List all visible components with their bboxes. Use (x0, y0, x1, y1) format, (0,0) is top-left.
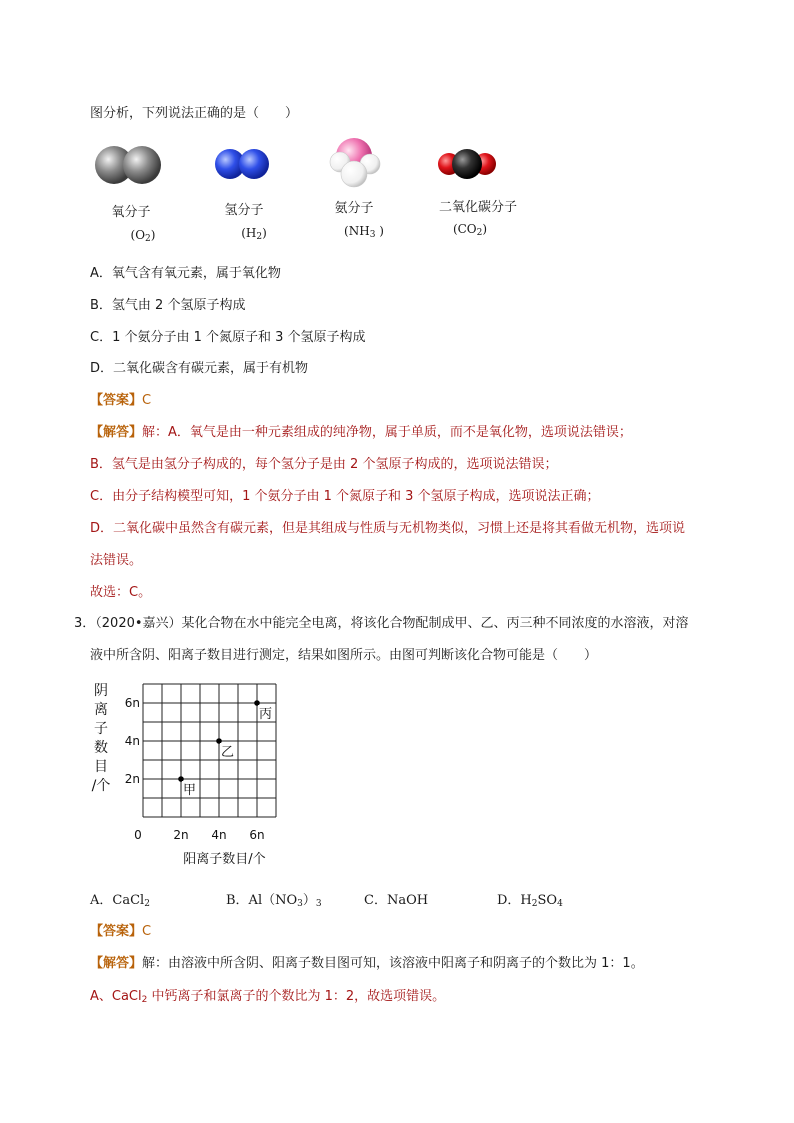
option-b: B．氢气由 2 个氢原子构成 (90, 298, 246, 313)
ammonia-molecule-icon (330, 138, 380, 187)
data-point (216, 738, 222, 744)
q3-answer-value: C (142, 924, 152, 939)
molecule-name-nh3: 氨分子 (334, 201, 374, 216)
q3-option-a: A．CaCl$_2$ (90, 893, 150, 909)
data-point-label: 甲 (183, 783, 197, 798)
conclusion-line: 故选：C。 (90, 585, 152, 600)
q3-answer-tag: 【答案】 (90, 924, 143, 939)
answer-value: C (142, 393, 152, 408)
hydrogen-molecule-icon (215, 149, 269, 179)
question-stem: 图分析，下列说法正确的是（ ） (90, 106, 299, 121)
analysis-line-5: 法错误。 (90, 553, 143, 568)
data-point-label: 乙 (221, 745, 235, 760)
data-point-label: 丙 (259, 707, 273, 722)
analysis-line-2: B．氢气是由氢分子构成的，每个氢分子是由 2 个氢原子构成的，选项说法错误； (90, 457, 558, 472)
q3-analysis-tag: 【解答】 (90, 956, 143, 971)
molecule-name-h2: 氢分子 (224, 203, 264, 218)
option-a: A．氧气含有氧元素，属于氧化物 (90, 266, 281, 281)
carbon-dioxide-molecule-icon (438, 149, 496, 179)
option-d: D．二氧化碳含有碳元素，属于有机物 (90, 361, 309, 376)
x-tick-label: 4n (211, 828, 227, 842)
question-3-line-1: 3．（2020•嘉兴）某化合物在水中能完全电离，将该化合物配制成甲、乙、丙三种不同浓度的水溶液，对溶 (74, 616, 689, 631)
y-axis-label-char: 阴 (94, 683, 108, 699)
q3-analysis-line-1: 【解答】解：由溶液中所含阴、阳离子数目图可知，该溶液中阳离子和阴离子的个数比为 1：1。 (90, 956, 644, 971)
analysis-line-4: D．二氧化碳中虽然含有碳元素，但是其组成与性质与无机物类似，习惯上还是将其看做无机物，选项说 (90, 521, 686, 536)
y-axis-label-char: /个 (91, 778, 111, 794)
molecule-name-co2: 二氧化碳分子 (438, 200, 517, 215)
question-3-line-2: 液中所含阴、阳离子数目进行测定，结果如图所示。由图可判断该化合物可能是（ ） (90, 648, 598, 663)
x-tick-label: 0 (134, 828, 142, 842)
x-axis-label: 阳离子数目/个 (183, 852, 266, 866)
x-tick-label: 2n (173, 828, 189, 842)
analysis-line-1: 【解答】解：A．氧气是由一种元素组成的纯净物，属于单质，而不是氧化物，选项说法错误； (90, 425, 632, 440)
data-point (178, 776, 184, 782)
q3-answer-line (90, 920, 151, 939)
analysis-tag: 【解答】 (90, 425, 143, 440)
molecule-formula-nh3: ($NH_3$ ) (344, 224, 384, 240)
q3-option-c: C．NaOH (364, 893, 429, 908)
y-tick-label: 4n (124, 734, 140, 748)
y-tick-label: 6n (124, 696, 140, 710)
option-c: C．1 个氨分子由 1 个氮原子和 3 个氢原子构成 (90, 330, 366, 345)
x-tick-label: 6n (249, 828, 265, 842)
y-axis-label-char: 离 (94, 702, 108, 718)
y-axis-label-char: 子 (94, 721, 108, 737)
y-tick-label: 2n (124, 772, 140, 786)
molecule-name-o2: 氧分子 (111, 205, 151, 220)
y-axis-label-char: 目 (94, 759, 108, 775)
molecule-formula-o2: $(O_2)$ (130, 228, 156, 244)
molecule-formula-co2: $(CO_2)$ (452, 222, 488, 238)
ion-count-chart (86, 676, 316, 866)
y-axis-label-char: 数 (94, 740, 108, 756)
q3-analysis-line-2: A、CaCl$_2$ 中钙离子和氯离子的个数比为 1：2，故选项错误。 (90, 989, 446, 1005)
oxygen-molecule-icon (95, 146, 161, 184)
q3-option-d: D．$H_2SO_4$ (497, 893, 563, 909)
answer-tag: 【答案】 (90, 393, 143, 408)
data-point (254, 700, 260, 706)
molecule-models (88, 138, 548, 194)
answer-line (90, 389, 151, 408)
molecule-formula-h2: $(H_2)$ (241, 226, 267, 242)
analysis-line-3: C．由分子结构模型可知，1 个氨分子由 1 个氮原子和 3 个氢原子构成，选项说法正确； (90, 489, 600, 504)
q3-option-b: B．$Al(NO_3)_3$ (226, 893, 322, 909)
